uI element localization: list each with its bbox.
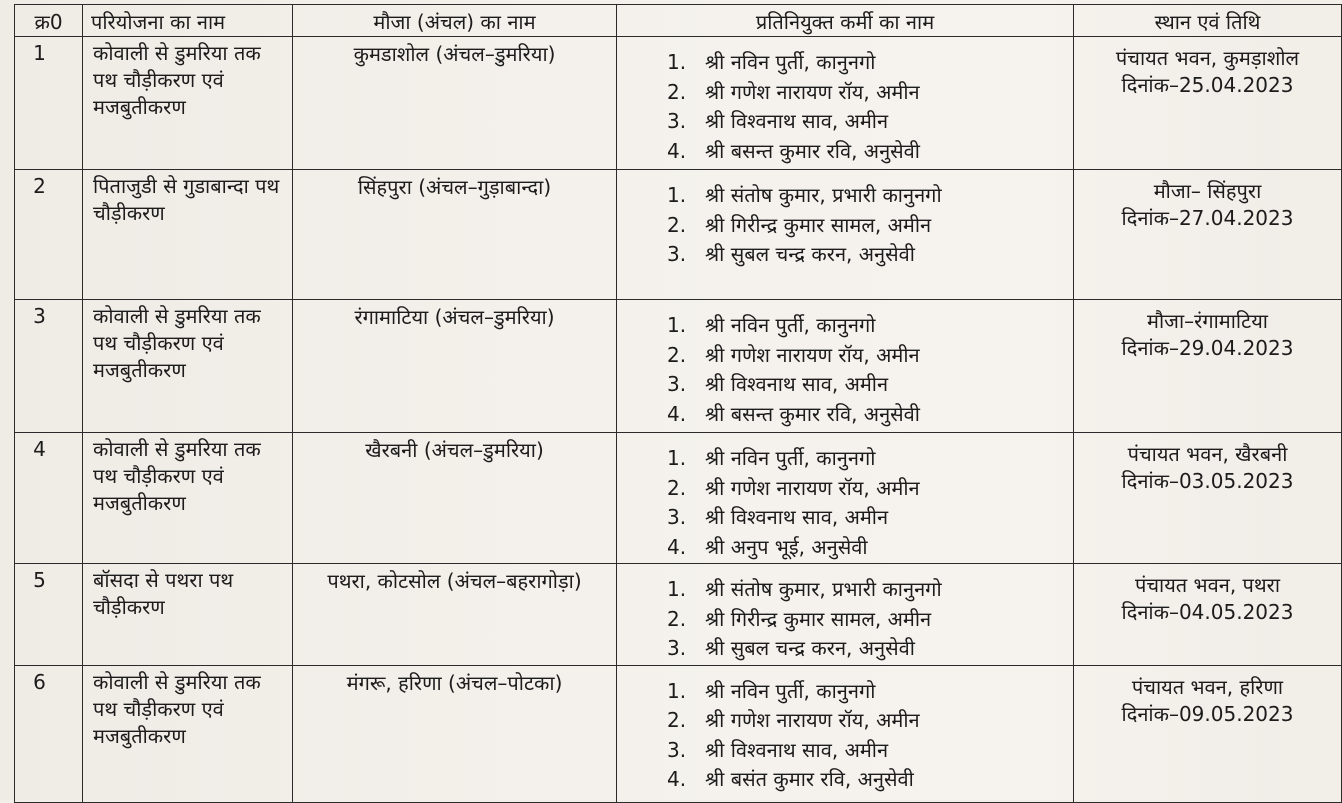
staff-name: श्री संतोष कुमार, प्रभारी कानुनगो [705,183,942,207]
list-item [667,534,1065,564]
staff-name: श्री बसंत कुमार रवि, अनुसेवी [705,767,914,791]
place-date [1074,665,1342,802]
serial-number: 5 [15,564,83,666]
place-text: पंचायत भवन, हरिणा [1131,674,1284,699]
staff-name: श्री विश्वनाथ साव, अमीन [705,372,889,396]
place-text: मौजा– सिंहपुरा [1153,179,1262,203]
list-item [667,475,1065,505]
item-number: 2. [667,79,687,104]
item-number: 1. [667,678,687,703]
list-item [667,678,1065,708]
table-row [15,564,1342,666]
list-item [667,766,1065,796]
item-number: 3. [667,505,687,529]
list-item [667,576,1065,606]
list-item [667,108,1065,138]
place-text: पंचायत भवन, खैरबनी [1127,442,1288,466]
staff-name: श्री नविन पुर्ती, कानुनगो [705,313,876,337]
staff-name: श्री बसन्त कुमार रवि, अनुसेवी [705,401,920,426]
staff-name: श्री गणेश नारायण रॉय, अमीन [705,708,920,732]
date-text: दिनांक–03.05.2023 [1121,469,1294,493]
header-staff: प्रतिनियुक्त कर्मी का नाम [617,5,1074,37]
project-name: कोवाली से डुमरिया तक पथ चौड़ीकरण एवं मजबुतीकरण [83,37,293,170]
date-text: दिनांक–29.04.2023 [1121,336,1294,360]
staff-name: श्री गिरीन्द्र कुमार सामल, अमीन [705,212,932,237]
staff-name: श्री गणेश नारायण रॉय, अमीन [705,79,920,104]
project-name: बॉसदा से पथरा पथ चौड़ीकरण [83,564,293,666]
item-number: 4. [667,767,687,791]
list-item [667,504,1065,534]
place-date [1074,433,1342,564]
item-number: 3. [667,636,687,660]
mauza-name: मंगरू, हरिणा (अंचल–पोटका) [293,665,617,802]
item-number: 2. [667,708,687,732]
staff-list [617,564,1074,666]
staff-name: श्री अनुप भूई, अनुसेवी [705,534,868,559]
mauza-name: रंगामाटिया (अंचल–डुमरिया) [293,300,617,433]
staff-name: श्री गणेश नारायण रॉय, अमीन [705,475,920,500]
table-row [15,433,1342,564]
list-item [667,49,1065,79]
place-date [1074,300,1342,433]
place-date [1074,170,1342,300]
item-number: 4. [667,401,687,426]
item-number: 2. [667,606,687,631]
project-name: कोवाली से डुमरिया तक पथ चौड़ीकरण एवं मजबुतीकरण [83,433,293,564]
item-number: 3. [667,109,687,133]
staff-name: श्री सुबल चन्द्र करन, अनुसेवी [705,242,915,266]
list-item [667,445,1065,475]
date-text: दिनांक–09.05.2023 [1121,701,1294,726]
deployment-table [14,4,1342,803]
item-number: 1. [667,50,687,74]
item-number: 4. [667,534,687,559]
table-row [15,665,1342,802]
item-number: 4. [667,138,687,163]
date-text: दिनांक–04.05.2023 [1121,600,1294,624]
item-number: 2. [667,342,687,367]
item-number: 3. [667,737,687,762]
date-text: दिनांक–27.04.2023 [1121,206,1294,230]
staff-list [617,37,1074,170]
list-item [667,312,1065,342]
staff-name: श्री नविन पुर्ती, कानुनगो [705,50,876,74]
serial-number: 1 [15,37,83,170]
header-mauza: मौजा (अंचल) का नाम [293,5,617,37]
item-number: 1. [667,446,687,470]
list-item [667,635,1065,665]
item-number: 3. [667,242,687,266]
list-item [667,79,1065,109]
list-item [667,342,1065,372]
item-number: 2. [667,475,687,500]
project-name: पिताजुडी से गुडाबान्दा पथ चौड़ीकरण [83,170,293,300]
staff-name: श्री विश्वनाथ साव, अमीन [705,109,889,133]
list-item [667,606,1065,636]
serial-number: 2 [15,170,83,300]
item-number: 1. [667,577,687,601]
staff-name: श्री नविन पुर्ती, कानुनगो [705,678,876,703]
place-text: पंचायत भवन, कुमड़ाशोल [1115,46,1300,70]
staff-name: श्री गिरीन्द्र कुमार सामल, अमीन [705,606,932,631]
list-item [667,138,1065,168]
item-number: 1. [667,313,687,337]
staff-name: श्री बसन्त कुमार रवि, अनुसेवी [705,138,920,163]
header-place-date: स्थान एवं तिथि [1074,5,1342,37]
place-date [1074,564,1342,666]
header-row [15,5,1342,37]
header-project: परियोजना का नाम [83,5,293,37]
staff-list [617,170,1074,300]
place-date [1074,37,1342,170]
list-item [667,241,1065,271]
item-number: 1. [667,183,687,207]
staff-name: श्री संतोष कुमार, प्रभारी कानुनगो [705,577,942,601]
serial-number: 4 [15,433,83,564]
list-item [667,737,1065,767]
place-text: मौजा–रंगामाटिया [1147,309,1268,333]
staff-list [617,665,1074,802]
list-item [667,371,1065,401]
staff-name: श्री गणेश नारायण रॉय, अमीन [705,342,920,367]
table-row [15,170,1342,300]
mauza-name: पथरा, कोटसोल (अंचल–बहरागोड़ा) [293,564,617,666]
mauza-name: सिंहपुरा (अंचल–गुड़ाबान्दा) [293,170,617,300]
place-text: पंचायत भवन, पथरा [1134,573,1281,597]
item-number: 2. [667,212,687,237]
staff-list [617,300,1074,433]
list-item [667,182,1065,212]
project-name: कोवाली से डुमरिया तक पथ चौड़ीकरण एवं मजबुतीकरण [83,665,293,802]
item-number: 3. [667,372,687,396]
list-item [667,707,1065,737]
serial-number: 6 [15,665,83,802]
staff-name: श्री नविन पुर्ती, कानुनगो [705,446,876,470]
header-serial: क्र0 [15,5,83,37]
mauza-name: खैरबनी (अंचल–डुमरिया) [293,433,617,564]
list-item [667,401,1065,431]
mauza-name: कुमडाशोल (अंचल–डुमरिया) [293,37,617,170]
staff-name: श्री सुबल चन्द्र करन, अनुसेवी [705,636,915,660]
staff-list [617,433,1074,564]
list-item [667,212,1065,242]
table-row [15,37,1342,170]
table-row [15,300,1342,433]
project-name: कोवाली से डुमरिया तक पथ चौड़ीकरण एवं मजबुतीकरण [83,300,293,433]
staff-name: श्री विश्वनाथ साव, अमीन [705,505,889,529]
serial-number: 3 [15,300,83,433]
staff-name: श्री विश्वनाथ साव, अमीन [705,737,889,762]
date-text: दिनांक–25.04.2023 [1121,73,1294,97]
